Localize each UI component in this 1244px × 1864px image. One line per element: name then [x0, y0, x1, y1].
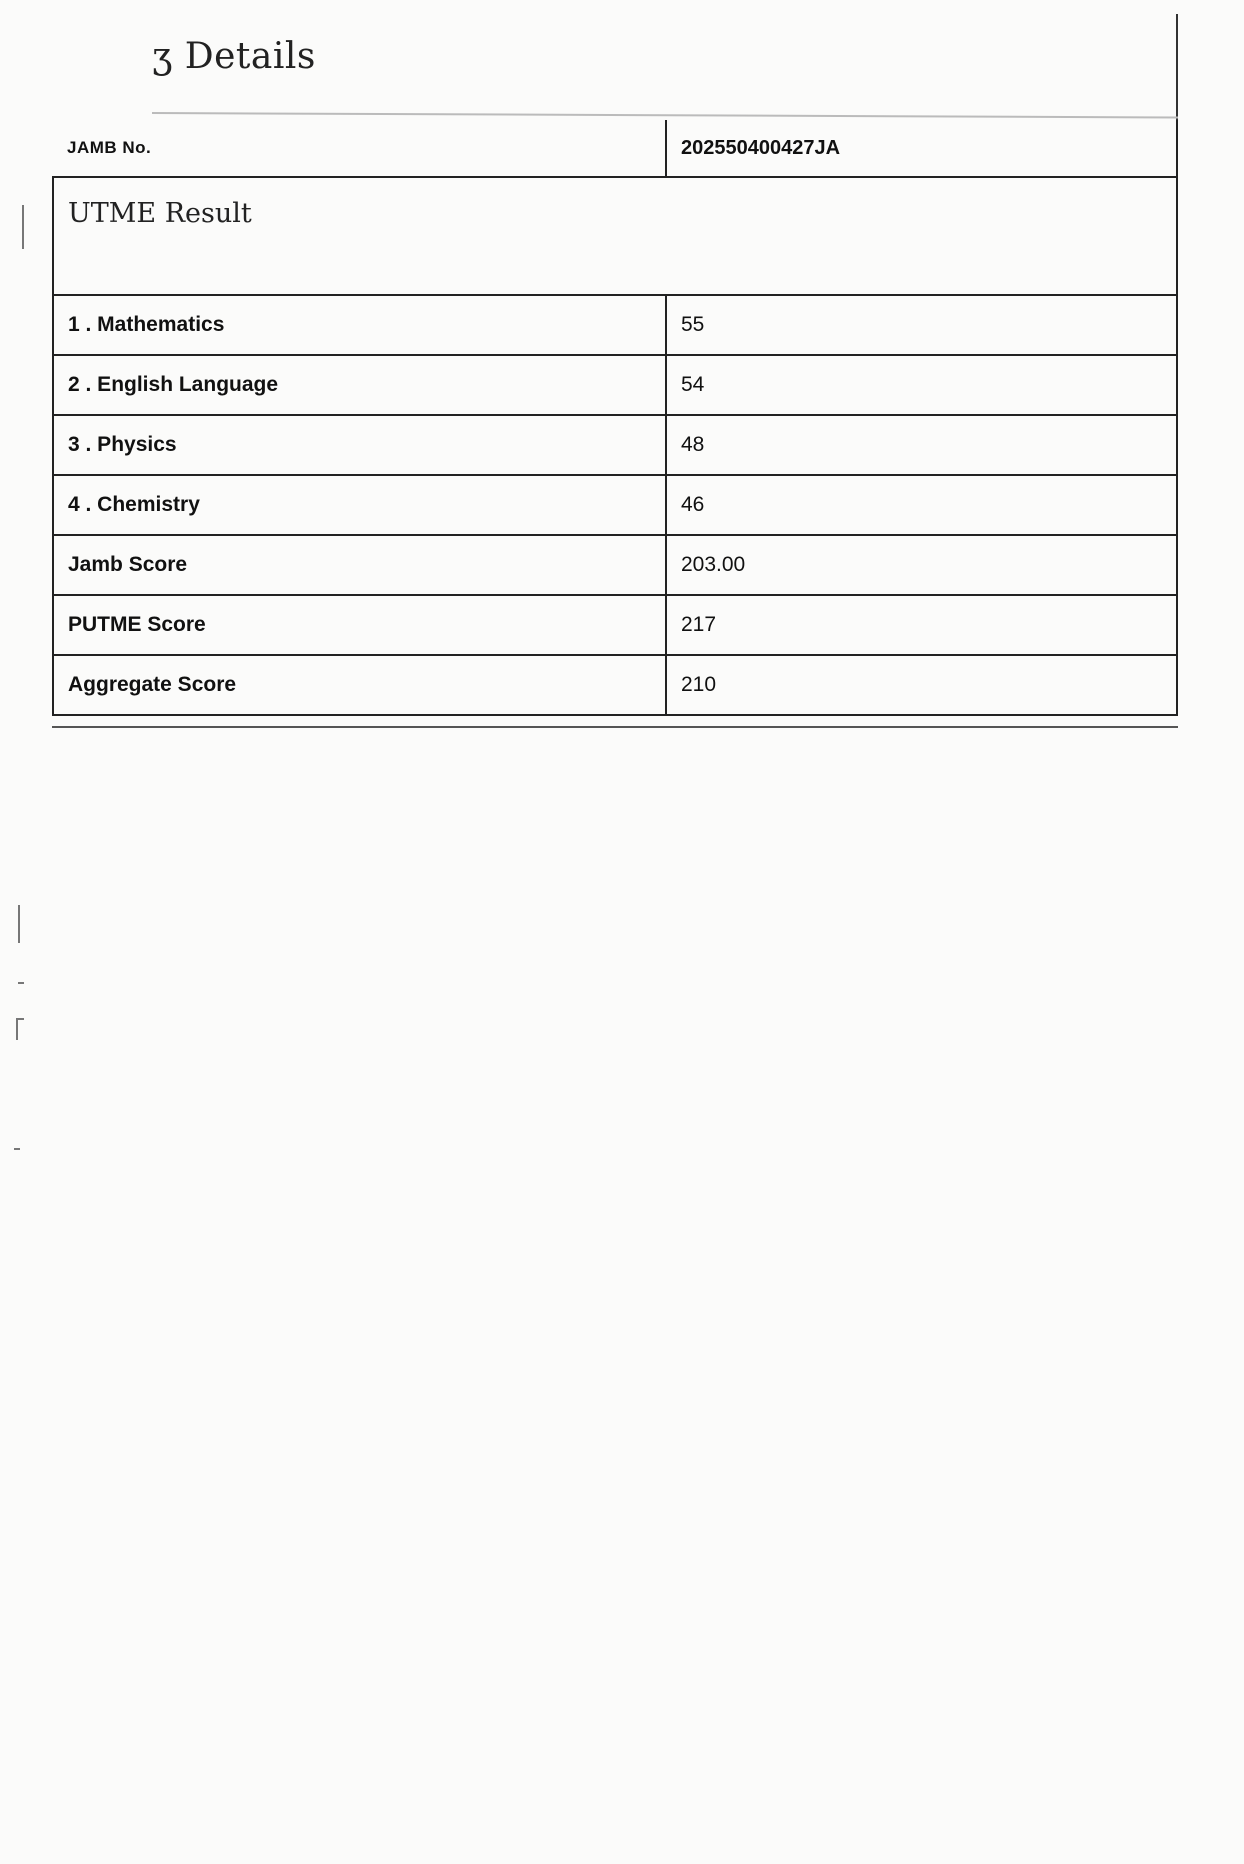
table-row-subject — [53, 355, 1177, 415]
scan-margin-mark — [22, 205, 24, 249]
table-row-subject — [53, 295, 1177, 355]
table-row-jamb-number — [53, 120, 1177, 177]
jamb-number-value: 202550400427JA — [666, 120, 1177, 177]
subject-label: 2 . English Language — [53, 355, 666, 415]
scan-margin-mark — [16, 1018, 24, 1020]
subject-label: 3 . Physics — [53, 415, 666, 475]
page-edge-line — [1176, 14, 1178, 122]
scan-margin-mark — [14, 1148, 20, 1150]
table-row-subject — [53, 415, 1177, 475]
jamb-number-label: JAMB No. — [53, 120, 666, 177]
table-row-subject — [53, 475, 1177, 535]
jamb-score-value: 203.00 — [666, 535, 1177, 595]
bottom-rule — [52, 726, 1178, 728]
putme-score-value: 217 — [666, 595, 1177, 655]
scan-margin-mark — [18, 905, 20, 943]
jamb-score-label: Jamb Score — [53, 535, 666, 595]
putme-score-label: PUTME Score — [53, 595, 666, 655]
table-row-aggregate-score — [53, 655, 1177, 715]
table-row-putme-score — [53, 595, 1177, 655]
aggregate-score-label: Aggregate Score — [53, 655, 666, 715]
table-row-jamb-score — [53, 535, 1177, 595]
subject-score: 54 — [666, 355, 1177, 415]
subject-score: 48 — [666, 415, 1177, 475]
section-title: ʒ Details — [152, 36, 316, 77]
subject-score: 55 — [666, 295, 1177, 355]
aggregate-score-value: 210 — [666, 655, 1177, 715]
scan-margin-mark — [16, 1018, 18, 1040]
scan-margin-mark — [18, 982, 24, 984]
title-underline — [152, 112, 1178, 118]
results-table — [52, 120, 1178, 716]
subject-label: 4 . Chemistry — [53, 475, 666, 535]
utme-result-heading: UTME Result — [53, 177, 1177, 295]
subject-label: 1 . Mathematics — [53, 295, 666, 355]
table-row-utme-heading — [53, 177, 1177, 295]
subject-score: 46 — [666, 475, 1177, 535]
